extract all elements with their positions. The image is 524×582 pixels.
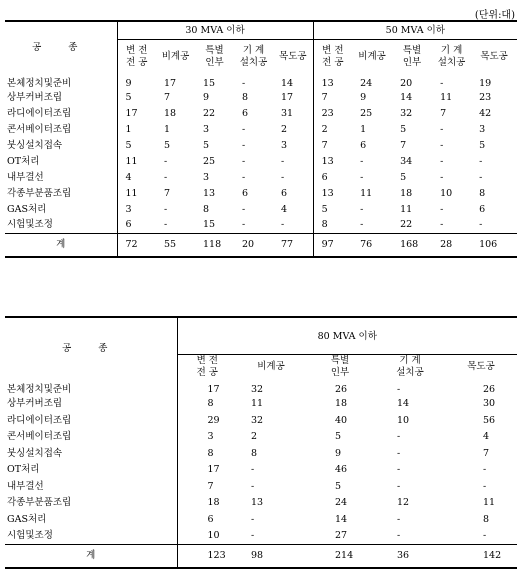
data-cell: 2 bbox=[281, 123, 288, 135]
sub-header-text bbox=[438, 45, 466, 69]
data-cell: 14 bbox=[335, 513, 348, 525]
table-30-50-mva bbox=[5, 20, 517, 258]
data-cell: 22 bbox=[203, 107, 216, 119]
data-cell: 5 bbox=[125, 139, 132, 151]
table-row bbox=[5, 169, 517, 185]
total-cell: 55 bbox=[156, 233, 195, 257]
table-row bbox=[5, 185, 517, 201]
sub-header-text bbox=[322, 45, 343, 69]
row-label: 각종부분품조립 bbox=[5, 185, 117, 201]
data-cell: 6 bbox=[242, 187, 249, 199]
row-label: 상부커버조립 bbox=[5, 396, 177, 413]
sub-header-text bbox=[240, 45, 268, 69]
sub-header bbox=[445, 355, 517, 380]
data-cell: 13 bbox=[203, 187, 216, 199]
data-cell: 9 bbox=[203, 91, 210, 103]
data-cell: - bbox=[440, 219, 444, 231]
data-cell: - bbox=[440, 123, 444, 135]
sub-header-text bbox=[205, 45, 223, 69]
data-cell: 32 bbox=[251, 383, 264, 395]
sub-header bbox=[432, 40, 471, 74]
data-cell: 13 bbox=[251, 497, 264, 509]
sub-header-line: 설치공 bbox=[396, 367, 424, 378]
data-cell: 18 bbox=[400, 187, 413, 199]
data-cell: 3 bbox=[207, 431, 214, 443]
data-cell: - bbox=[164, 203, 168, 215]
table-body bbox=[5, 379, 517, 544]
data-cell: 7 bbox=[164, 91, 171, 103]
data-cell: 18 bbox=[207, 497, 220, 509]
total-cell: 106 bbox=[471, 233, 517, 257]
sub-header bbox=[392, 40, 432, 74]
data-cell: 12 bbox=[397, 497, 410, 509]
row-label: 시험및조정 bbox=[5, 528, 177, 545]
sub-header-line: 설치공 bbox=[239, 56, 268, 68]
table-row bbox=[5, 217, 517, 233]
data-cell: - bbox=[360, 171, 364, 183]
table-row bbox=[5, 511, 517, 528]
total-cell: 142 bbox=[445, 544, 517, 568]
data-cell: 17 bbox=[125, 107, 138, 119]
data-cell: 1 bbox=[125, 123, 132, 135]
data-cell: 18 bbox=[335, 398, 348, 410]
data-cell: - bbox=[397, 383, 401, 395]
data-cell: 18 bbox=[164, 107, 177, 119]
data-cell: 13 bbox=[313, 153, 352, 169]
row-label: 상부커버조립 bbox=[5, 89, 117, 105]
group-title-50: 50 MVA 이하 bbox=[313, 21, 517, 40]
sub-header bbox=[156, 40, 195, 74]
data-cell: 24 bbox=[335, 497, 348, 509]
row-label: 본체정치및준비 bbox=[5, 379, 177, 396]
data-cell: 24 bbox=[360, 77, 373, 89]
data-cell: - bbox=[483, 480, 487, 492]
data-cell: 6 bbox=[207, 513, 214, 525]
data-cell: 9 bbox=[360, 91, 367, 103]
data-cell: 30 bbox=[483, 398, 496, 410]
data-cell: 9 bbox=[335, 447, 342, 459]
data-cell: 32 bbox=[251, 414, 264, 426]
total-cell: 118 bbox=[195, 233, 234, 257]
data-cell: - bbox=[251, 513, 255, 525]
sub-header bbox=[195, 40, 234, 74]
data-cell: - bbox=[251, 480, 255, 492]
sub-header-text bbox=[197, 355, 218, 379]
data-cell: 6 bbox=[242, 107, 249, 119]
total-cell: 36 bbox=[375, 544, 445, 568]
sub-header bbox=[273, 40, 313, 74]
data-cell: 5 bbox=[400, 123, 407, 135]
data-cell: 11 bbox=[400, 203, 413, 215]
row-label: 본체정치및준비 bbox=[5, 73, 117, 89]
data-cell: 7 bbox=[207, 480, 214, 492]
sub-header-line: 특별 bbox=[330, 355, 350, 366]
table-row bbox=[5, 445, 517, 462]
data-cell: 5 bbox=[335, 431, 342, 443]
sub-header-line: 특별 bbox=[402, 44, 422, 56]
row-label: GAS처리 bbox=[5, 511, 177, 528]
data-cell: 15 bbox=[203, 219, 216, 231]
data-cell: - bbox=[397, 513, 401, 525]
row-label: 콘서베이터조립 bbox=[5, 121, 117, 137]
sub-header bbox=[352, 40, 392, 74]
table-row bbox=[5, 89, 517, 105]
data-cell: - bbox=[242, 171, 246, 183]
data-cell: 8 bbox=[483, 513, 490, 525]
sub-header bbox=[117, 40, 156, 74]
data-cell: 56 bbox=[483, 414, 496, 426]
sub-header-text bbox=[358, 51, 386, 63]
row-label: 붓싱설치접속 bbox=[5, 137, 117, 153]
row-label: OT처리 bbox=[5, 462, 177, 479]
sub-header-line: 설치공 bbox=[437, 56, 466, 68]
data-cell: 7 bbox=[483, 447, 490, 459]
total-label: 계 bbox=[5, 544, 177, 568]
sub-header-text bbox=[467, 361, 495, 373]
data-cell: 32 bbox=[400, 107, 413, 119]
data-cell: 4 bbox=[483, 431, 490, 443]
data-cell: 13 bbox=[313, 73, 352, 89]
sub-header-line: 기 계 bbox=[440, 44, 463, 56]
data-cell: - bbox=[483, 530, 487, 541]
sub-header bbox=[305, 355, 375, 380]
sub-header-line: 목도공 bbox=[467, 361, 495, 372]
table-row bbox=[5, 478, 517, 495]
sub-header-line: 비계공 bbox=[161, 50, 190, 62]
table-row bbox=[5, 379, 517, 396]
data-cell: 3 bbox=[203, 123, 210, 135]
total-cell: 97 bbox=[313, 233, 352, 257]
sub-header-line: 비계공 bbox=[358, 50, 386, 62]
data-cell: 46 bbox=[335, 464, 348, 476]
row-label: 각종부분품조립 bbox=[5, 495, 177, 512]
sub-header bbox=[234, 40, 273, 74]
data-cell: - bbox=[164, 171, 168, 183]
sub-header-line: 목도공 bbox=[480, 50, 508, 62]
data-cell: 31 bbox=[281, 107, 294, 119]
data-cell: - bbox=[397, 530, 401, 541]
data-cell: 20 bbox=[400, 77, 413, 89]
data-cell: 14 bbox=[397, 398, 410, 410]
total-cell: 77 bbox=[273, 233, 313, 257]
data-cell: 7 bbox=[313, 89, 352, 105]
data-cell: 7 bbox=[400, 139, 407, 151]
data-cell: 25 bbox=[203, 155, 216, 167]
data-cell: 8 bbox=[207, 398, 214, 410]
data-cell: 11 bbox=[125, 155, 138, 167]
data-cell: 17 bbox=[207, 383, 220, 395]
total-cell: 214 bbox=[305, 544, 375, 568]
data-cell: 4 bbox=[125, 171, 132, 183]
data-cell: 22 bbox=[400, 219, 413, 231]
data-cell: - bbox=[440, 171, 444, 183]
row-label: 콘서베이터조립 bbox=[5, 429, 177, 446]
table-row bbox=[5, 105, 517, 121]
data-cell: - bbox=[440, 203, 444, 215]
data-cell: - bbox=[242, 203, 246, 215]
data-cell: - bbox=[281, 219, 285, 231]
sub-header-line: 인부 bbox=[402, 56, 422, 68]
data-cell: 8 bbox=[313, 217, 352, 233]
data-cell: - bbox=[360, 155, 364, 167]
data-cell: - bbox=[440, 155, 444, 167]
data-cell: - bbox=[242, 155, 246, 167]
table-row bbox=[5, 137, 517, 153]
row-label: 라디에이터조립 bbox=[5, 412, 177, 429]
data-cell: 42 bbox=[479, 107, 492, 119]
data-cell: 11 bbox=[483, 497, 496, 509]
row-label: OT처리 bbox=[5, 153, 117, 169]
data-cell: 23 bbox=[479, 91, 492, 103]
data-cell: 11 bbox=[360, 187, 373, 199]
data-cell: 6 bbox=[281, 187, 288, 199]
table-row bbox=[5, 429, 517, 446]
data-cell: 17 bbox=[164, 77, 177, 89]
data-cell: - bbox=[440, 77, 444, 89]
data-cell: 8 bbox=[479, 187, 486, 199]
data-cell: - bbox=[483, 464, 487, 476]
data-cell: 10 bbox=[397, 414, 410, 426]
data-cell: - bbox=[479, 171, 483, 183]
data-cell: 1 bbox=[360, 123, 367, 135]
data-cell: 2 bbox=[251, 431, 258, 443]
data-cell: - bbox=[242, 123, 246, 135]
total-cell: 168 bbox=[392, 233, 432, 257]
data-cell: 8 bbox=[251, 447, 258, 459]
header-work-type: 공 종 bbox=[5, 317, 177, 379]
row-label: GAS처리 bbox=[5, 201, 117, 217]
table-row bbox=[5, 396, 517, 413]
sub-header-line: 기 계 bbox=[242, 44, 265, 56]
sub-header bbox=[313, 40, 352, 74]
data-cell: 26 bbox=[335, 383, 348, 395]
sub-header-text bbox=[403, 45, 421, 69]
data-cell: 34 bbox=[400, 155, 413, 167]
data-cell: 5 bbox=[400, 171, 407, 183]
data-cell: 6 bbox=[479, 203, 486, 215]
unit-label: (단위:대) bbox=[474, 10, 515, 21]
data-cell: 9 bbox=[125, 77, 132, 89]
data-cell: - bbox=[397, 447, 401, 459]
total-cell: 98 bbox=[237, 544, 305, 568]
sub-header bbox=[375, 355, 445, 380]
data-cell: - bbox=[164, 155, 168, 167]
data-cell: 8 bbox=[207, 447, 214, 459]
data-cell: - bbox=[164, 219, 168, 231]
table-row bbox=[5, 73, 517, 89]
data-cell: 3 bbox=[203, 171, 210, 183]
table-row bbox=[5, 528, 517, 545]
data-cell: 14 bbox=[400, 91, 413, 103]
total-cell: 76 bbox=[352, 233, 392, 257]
sub-header bbox=[237, 355, 305, 380]
data-cell: 26 bbox=[483, 383, 496, 395]
data-cell: 7 bbox=[313, 137, 352, 153]
table-row bbox=[5, 462, 517, 479]
data-cell: - bbox=[479, 155, 483, 167]
data-cell: - bbox=[397, 480, 401, 492]
data-cell: - bbox=[360, 203, 364, 215]
data-cell: - bbox=[479, 219, 483, 231]
data-cell: 29 bbox=[207, 414, 220, 426]
data-cell: 23 bbox=[313, 105, 352, 121]
sub-header-line: 전 공 bbox=[196, 367, 218, 378]
data-cell: 5 bbox=[335, 480, 342, 492]
sub-header-line: 변 전 bbox=[126, 44, 148, 56]
sub-header-text bbox=[126, 45, 147, 69]
data-cell: 3 bbox=[125, 203, 132, 215]
total-cell: 20 bbox=[234, 233, 273, 257]
sub-header-text bbox=[396, 355, 424, 379]
data-cell: 6 bbox=[360, 139, 367, 151]
group-title-30: 30 MVA 이하 bbox=[117, 21, 313, 40]
sub-header-line: 전 공 bbox=[322, 56, 344, 68]
data-cell: - bbox=[281, 155, 285, 167]
sub-header-line: 비계공 bbox=[257, 361, 285, 372]
table-80-mva bbox=[5, 316, 517, 569]
data-cell: 5 bbox=[203, 139, 210, 151]
data-cell: - bbox=[397, 464, 401, 476]
data-cell: 6 bbox=[125, 219, 132, 231]
sub-header-line: 변 전 bbox=[322, 44, 344, 56]
total-label: 계 bbox=[5, 233, 117, 257]
data-cell: - bbox=[242, 139, 246, 151]
data-cell: 5 bbox=[479, 139, 486, 151]
data-cell: - bbox=[281, 171, 285, 183]
data-cell: 5 bbox=[164, 139, 171, 151]
data-cell: 8 bbox=[242, 91, 249, 103]
data-cell: - bbox=[440, 139, 444, 151]
data-cell: - bbox=[242, 219, 246, 231]
table-row bbox=[5, 201, 517, 217]
data-cell: 17 bbox=[281, 91, 294, 103]
table-row bbox=[5, 153, 517, 169]
data-cell: 10 bbox=[207, 530, 220, 541]
sub-header-text bbox=[331, 355, 349, 379]
total-row bbox=[5, 544, 517, 568]
data-cell: 17 bbox=[207, 464, 220, 476]
table-row bbox=[5, 412, 517, 429]
total-cell: 72 bbox=[117, 233, 156, 257]
sub-header bbox=[471, 40, 517, 74]
sub-header-line: 목도공 bbox=[279, 50, 307, 62]
data-cell: 3 bbox=[479, 123, 486, 135]
total-cell: 28 bbox=[432, 233, 471, 257]
table-body bbox=[5, 73, 517, 233]
data-cell: 5 bbox=[313, 201, 352, 217]
sub-header bbox=[177, 355, 237, 380]
sub-header-text bbox=[162, 51, 190, 63]
data-cell: 15 bbox=[203, 77, 216, 89]
header-work-type: 공 종 bbox=[5, 21, 117, 73]
data-cell: 13 bbox=[313, 185, 352, 201]
row-label: 내부결선 bbox=[5, 478, 177, 495]
data-cell: - bbox=[251, 464, 255, 476]
data-cell: - bbox=[242, 77, 246, 89]
data-cell: 11 bbox=[251, 398, 264, 410]
row-label: 라디에이터조립 bbox=[5, 105, 117, 121]
total-cell: 123 bbox=[177, 544, 237, 568]
data-cell: 4 bbox=[281, 203, 288, 215]
data-cell: 7 bbox=[440, 107, 447, 119]
sub-header-text bbox=[279, 51, 307, 63]
group-title-80: 80 MVA 이하 bbox=[177, 317, 517, 355]
data-cell: 8 bbox=[203, 203, 210, 215]
row-label: 시험및조정 bbox=[5, 217, 117, 233]
data-cell: 2 bbox=[313, 121, 352, 137]
sub-header-text bbox=[480, 51, 508, 63]
sub-header-line: 인부 bbox=[330, 367, 350, 378]
data-cell: 6 bbox=[313, 169, 352, 185]
data-cell: 11 bbox=[440, 91, 453, 103]
row-label: 붓싱설치접속 bbox=[5, 445, 177, 462]
data-cell: 27 bbox=[335, 530, 348, 541]
data-cell: 25 bbox=[360, 107, 373, 119]
data-cell: 40 bbox=[335, 414, 348, 426]
table-row bbox=[5, 495, 517, 512]
sub-header-line: 인부 bbox=[205, 56, 224, 68]
sub-header-line: 전 공 bbox=[126, 56, 148, 68]
row-label: 내부결선 bbox=[5, 169, 117, 185]
sub-header-line: 기 계 bbox=[399, 355, 421, 366]
data-cell: 7 bbox=[164, 187, 171, 199]
sub-header-line: 변 전 bbox=[196, 355, 218, 366]
data-cell: 5 bbox=[125, 91, 132, 103]
data-cell: 10 bbox=[440, 187, 453, 199]
data-cell: 19 bbox=[479, 77, 492, 89]
data-cell: 3 bbox=[281, 139, 288, 151]
sub-header-text bbox=[257, 361, 285, 373]
data-cell: - bbox=[397, 431, 401, 443]
table-row bbox=[5, 121, 517, 137]
data-cell: 1 bbox=[164, 123, 171, 135]
data-cell: 14 bbox=[281, 77, 294, 89]
total-row bbox=[5, 233, 517, 257]
data-cell: - bbox=[251, 530, 255, 541]
data-cell: 11 bbox=[125, 187, 138, 199]
sub-header-line: 특별 bbox=[205, 44, 224, 56]
data-cell: - bbox=[360, 219, 364, 231]
